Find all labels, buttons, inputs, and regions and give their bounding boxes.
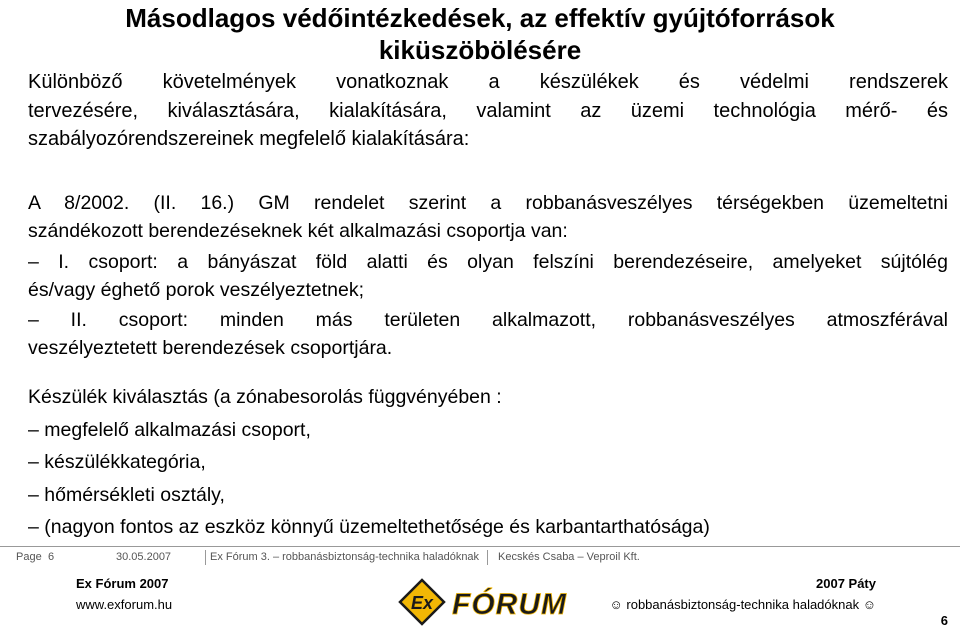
logo-forum-text: FÓRUM bbox=[452, 588, 567, 621]
footer-event-line: Ex Fórum 3. – robbanásbiztonság-technika haladóknak bbox=[210, 551, 480, 563]
footer-page-label: Page bbox=[16, 551, 42, 563]
group-2-line: veszélyeztetett berendezések csoportjára. bbox=[28, 337, 393, 359]
selection-item: – megfelelő alkalmazási csoport, bbox=[28, 418, 311, 441]
website-link[interactable]: www.exforum.hu bbox=[76, 597, 173, 612]
intro-line: Különböző követelmények vonatkoznak a készülékek és védelmi rendszerek bbox=[28, 71, 948, 93]
selection-list bbox=[28, 381, 948, 544]
footer-author: Kecskés Csaba – Veproil Kft. bbox=[498, 551, 640, 563]
group-1-line: – I. csoport: a bányászat föld alatti és olyan felszíni berendezéseire, amelyeket sújtólég bbox=[28, 251, 948, 273]
group-2-item bbox=[28, 306, 948, 362]
selection-item: – készülékkategória, bbox=[28, 451, 206, 473]
slide-footer bbox=[0, 546, 960, 569]
selection-item: – hőmérsékleti osztály, bbox=[28, 483, 225, 506]
logo-ex-text: Ex bbox=[410, 593, 434, 613]
title-line-2: kiküszöbölésére bbox=[378, 35, 582, 65]
selection-heading: Készülék kiválasztás (a zónabesorolás függvényében : bbox=[28, 386, 502, 408]
slide-title bbox=[20, 2, 940, 66]
footer-page-value: 6 bbox=[48, 551, 55, 563]
group-2-line: – II. csoport: minden más területen alkalmazott, robbanásveszélyes atmoszférával bbox=[28, 309, 948, 331]
footer-divider bbox=[487, 550, 488, 565]
exforum-logo bbox=[398, 578, 568, 631]
selection-item: – (nagyon fontos az eszköz könnyű üzemeltethetősége és karbantarthatósága) bbox=[28, 516, 710, 538]
event-name: Ex Fórum 2007 bbox=[76, 576, 169, 591]
page-number: 6 bbox=[940, 613, 948, 628]
group-1-item bbox=[28, 248, 948, 304]
intro-line: tervezésére, kiválasztására, kialakítására, valamint az üzemi technológia mérő- és bbox=[28, 99, 948, 122]
footer-date: 30.05.2007 bbox=[116, 551, 172, 563]
intro-line: szabályozórendszereinek megfelelő kialakítására: bbox=[28, 128, 470, 150]
group-1-line: és/vagy éghető porok veszélyeztetnek; bbox=[28, 279, 365, 301]
footer-divider bbox=[205, 550, 206, 565]
regulation-line: szándékozott berendezéseknek két alkalmazási csoportja van: bbox=[28, 220, 568, 242]
title-line-1: Másodlagos védőintézkedések, az effektív gyújtóforrások bbox=[125, 3, 835, 33]
event-location: 2007 Páty bbox=[816, 576, 876, 591]
exforum-logo-graphic bbox=[398, 578, 568, 626]
regulation-paragraph bbox=[28, 189, 948, 245]
intro-paragraph bbox=[28, 68, 948, 154]
slogan: ☺ robbanásbiztonság-technika haladóknak ☺ bbox=[609, 597, 876, 612]
regulation-line: A 8/2002. (II. 16.) GM rendelet szerint a robbanásveszélyes térségekben üzemeltetni bbox=[28, 192, 948, 214]
